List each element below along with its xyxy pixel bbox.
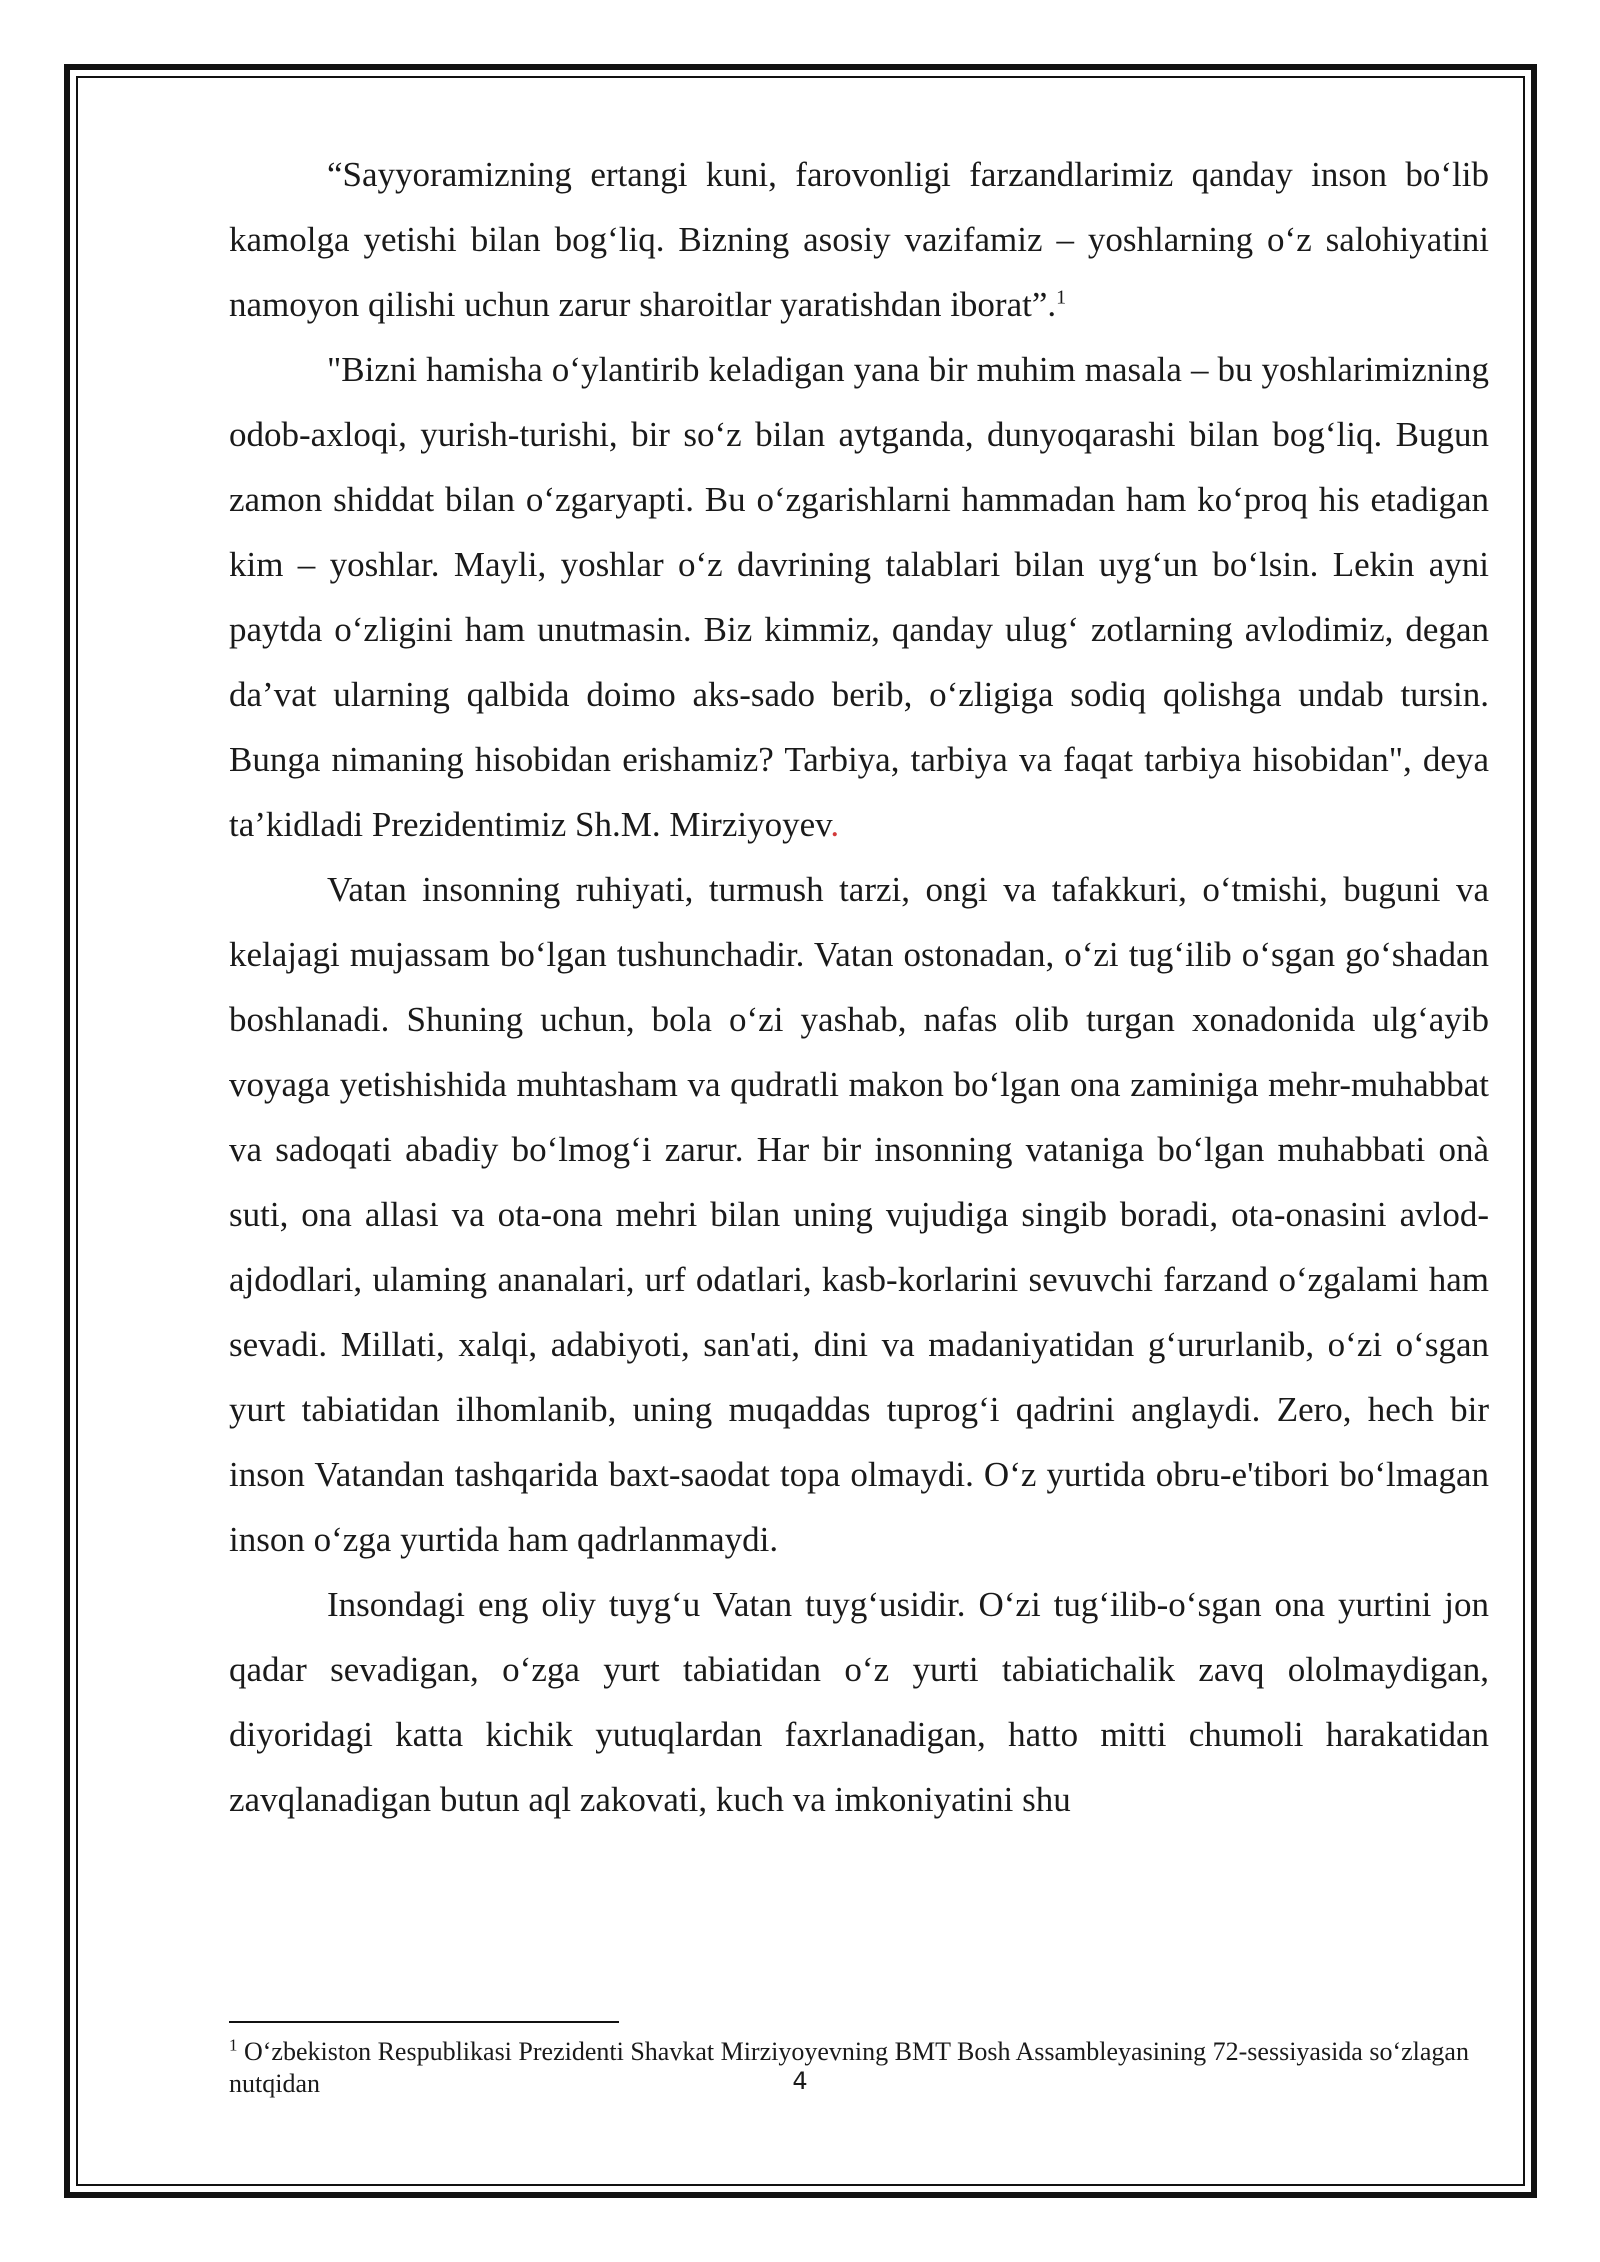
- footnote-number: 1: [229, 2035, 238, 2055]
- page-number: 4: [792, 2067, 808, 2095]
- paragraph-4-text: Insondagi eng oliy tuyg‘u Vatan tuyg‘usidir. O‘zi tug‘ilib-o‘sgan ona yurtini jon qadar sevadigan, o‘zga yurt tabiatidan o‘z yurti tabiatichalik zavq ololmaydigan, diyoridagi katta kichik yutuqlardan faxrlanadigan, hatto mitti chumoli harakatidan zavqlanadigan butun aql zakovati, kuch va imkoniyatini shu: [229, 1585, 1489, 1819]
- document-body: [229, 142, 1489, 1832]
- footnote-separator: [229, 2021, 619, 2023]
- footnote-text: O‘zbekiston Respublikasi Prezidenti Shavkat Mirziyoyevning BMT Bosh Assambleyasining 72-sessiyasida so‘zlagan nutqidan: [229, 2037, 1469, 2098]
- paragraph-2-end-mark: .: [830, 805, 840, 844]
- paragraph-4: [229, 1572, 1489, 1832]
- paragraph-3: [229, 857, 1489, 1572]
- paragraph-2: [229, 337, 1489, 857]
- footnote-reference[interactable]: 1: [1056, 286, 1067, 309]
- paragraph-3-text: Vatan insonning ruhiyati, turmush tarzi, ongi va tafakkuri, o‘tmishi, buguni va kelajagi mujassam bo‘lgan tushunchadir. Vatan ostonadan, o‘zi tug‘ilib o‘sgan go‘shadan boshlanadi. Shuning uchun, bola o‘zi yashab, nafas olib turgan xonadonida ulg‘ayib voyaga yetishishida muhtasham va qudratli makon bo‘lgan ona zaminiga mehr-muhabbat va sadoqati abadiy bo‘lmog‘i zarur. Har bir insonning vataniga bo‘lgan muhabbati onà suti, ona allasi va ota-ona mehri bilan uning vujudiga singib boradi, ota-onasini avlod-ajdodlari, ulaming ananalari, urf odatlari, kasb-korlarini sevuvchi farzand o‘zgalami ham sevadi. Millati, xalqi, adabiyoti, san'ati, dini va madaniyatidan g‘ururlanib, o‘zi o‘sgan yurt tabiatidan ilhomlanib, uning muqaddas tuprog‘i qadrini anglaydi. Zero, hech bir inson Vatandan tashqarida baxt-saodat topa olmaydi. O‘z yurtida obru-e'tibori bo‘lmagan inson o‘zga yurtida ham qadrlanmaydi.: [229, 870, 1489, 1559]
- paragraph-2-text: "Bizni hamisha o‘ylantirib keladigan yana bir muhim masala – bu yoshlarimizning odob-axloqi, yurish-turishi, bir so‘z bilan aytganda, dunyoqarashi bilan bog‘liq. Bugun zamon shiddat bilan o‘zgaryapti. Bu o‘zgarishlarni hammadan ham ko‘proq his etadigan kim – yoshlar. Mayli, yoshlar o‘z davrining talablari bilan uyg‘un bo‘lsin. Lekin ayni paytda o‘zligini ham unutmasin. Biz kimmiz, qanday ulug‘ zotlarning avlodimiz, degan da’vat ularning qalbida doimo aks-sado berib, o‘zligiga sodiq qolishga undab tursin. Bunga nimaning hisobidan erishamiz? Tarbiya, tarbiya va faqat tarbiya hisobidan", deya ta’kidladi Prezidentimiz Sh.M. Mirziyoyev: [229, 350, 1489, 844]
- paragraph-1-text: “Sayyoramizning ertangi kuni, farovonligi farzandlarimiz qanday inson bo‘lib kamolga yetishi bilan bog‘liq. Bizning asosiy vazifamiz – yoshlarning o‘z salohiyatini namoyon qilishi uchun zarur sharoitlar yaratishdan iborat”.: [229, 155, 1489, 324]
- paragraph-1: [229, 142, 1489, 337]
